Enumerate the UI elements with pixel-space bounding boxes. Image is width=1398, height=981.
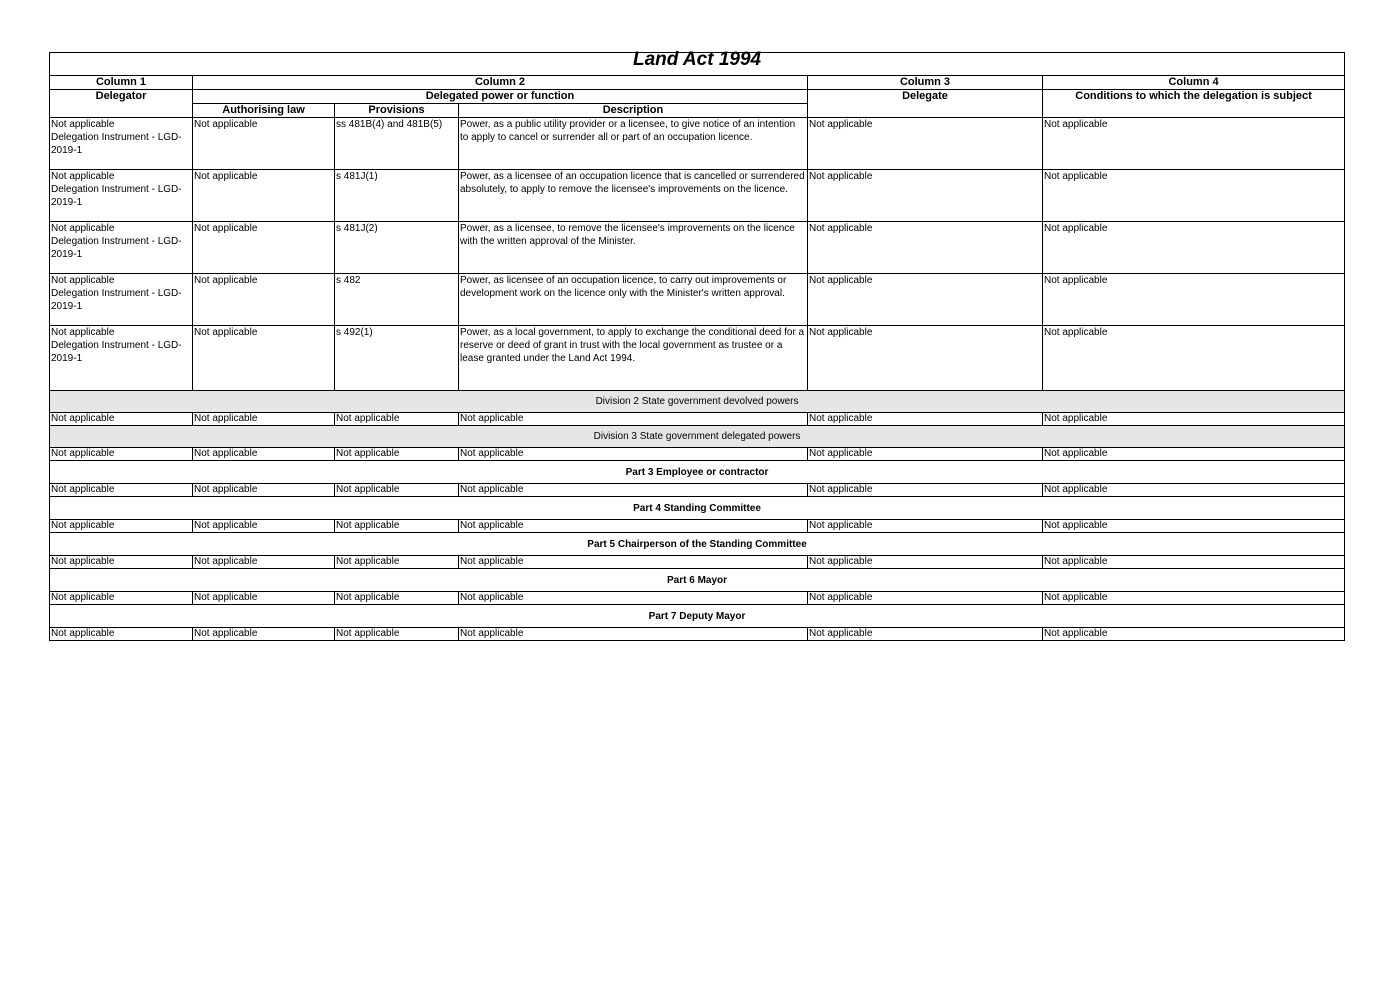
table-row — [50, 556, 1345, 569]
delegate-cell: Not applicable — [808, 170, 1043, 222]
delegator-cell: Not applicable — [50, 592, 193, 605]
authorising-law-cell: Not applicable — [193, 484, 335, 497]
header-description: Description — [459, 104, 808, 118]
description-cell: Power, as a public utility provider or a licensee, to give notice of an intention to apply to cancel or surrender all or part of an occupation licence. — [459, 118, 808, 170]
header-conditions: Conditions to which the delegation is subject — [1043, 90, 1345, 118]
header-delegate: Delegate — [808, 90, 1043, 118]
authorising-law-cell: Not applicable — [193, 592, 335, 605]
header-column-3: Column 3 — [808, 76, 1043, 90]
section-heading: Part 6 Mayor — [50, 569, 1345, 592]
delegation-instrument: Delegation Instrument - LGD-2019-1 — [51, 184, 182, 208]
provisions-cell: ss 481B(4) and 481B(5) — [335, 118, 459, 170]
description-cell: Not applicable — [459, 413, 808, 426]
section-heading-row — [50, 461, 1345, 484]
provisions-cell: Not applicable — [335, 628, 459, 641]
table-row — [50, 592, 1345, 605]
header-delegator: Delegator — [50, 90, 193, 118]
header-column-1: Column 1 — [50, 76, 193, 90]
provisions-cell: Not applicable — [335, 520, 459, 533]
authorising-law-cell: Not applicable — [193, 413, 335, 426]
delegate-cell: Not applicable — [808, 484, 1043, 497]
conditions-cell: Not applicable — [1043, 484, 1345, 497]
table-row — [50, 222, 1345, 274]
table-row — [50, 274, 1345, 326]
description-cell: Not applicable — [459, 556, 808, 569]
provisions-cell: s 492(1) — [335, 326, 459, 391]
section-heading: Part 3 Employee or contractor — [50, 461, 1345, 484]
provisions-cell: s 482 — [335, 274, 459, 326]
provisions-cell: Not applicable — [335, 592, 459, 605]
description-cell: Not applicable — [459, 520, 808, 533]
delegation-instrument: Delegation Instrument - LGD-2019-1 — [51, 340, 182, 364]
delegator-line: Not applicable — [51, 119, 115, 130]
delegate-cell: Not applicable — [808, 520, 1043, 533]
delegation-instrument: Delegation Instrument - LGD-2019-1 — [51, 236, 182, 260]
table-row — [50, 448, 1345, 461]
authorising-law-cell: Not applicable — [193, 556, 335, 569]
authorising-law-cell: Not applicable — [193, 222, 335, 274]
delegator-line: Not applicable — [51, 327, 115, 338]
description-cell: Not applicable — [459, 628, 808, 641]
provisions-cell: Not applicable — [335, 413, 459, 426]
conditions-cell: Not applicable — [1043, 222, 1345, 274]
section-heading: Division 2 State government devolved powers — [50, 391, 1345, 413]
header-column-2: Column 2 — [193, 76, 808, 90]
delegator-cell: Not applicable — [50, 413, 193, 426]
section-heading: Division 3 State government delegated powers — [50, 426, 1345, 448]
delegator-cell: Not applicable — [50, 628, 193, 641]
delegator-cell — [50, 222, 193, 274]
conditions-cell: Not applicable — [1043, 170, 1345, 222]
description-cell: Power, as licensee of an occupation licence, to carry out improvements or development work on the licence only with the Minister's written approval. — [459, 274, 808, 326]
table-row — [50, 628, 1345, 641]
delegator-cell: Not applicable — [50, 484, 193, 497]
delegate-cell: Not applicable — [808, 556, 1043, 569]
delegator-line: Not applicable — [51, 171, 115, 182]
conditions-cell: Not applicable — [1043, 556, 1345, 569]
delegator-cell — [50, 326, 193, 391]
provisions-cell: s 481J(1) — [335, 170, 459, 222]
conditions-cell: Not applicable — [1043, 448, 1345, 461]
section-heading-row — [50, 497, 1345, 520]
description-cell: Power, as a local government, to apply to exchange the conditional deed for a reserve or deed of grant in trust with the local government as trustee or a lease granted under the Land Act 1994. — [459, 326, 808, 391]
provisions-cell: Not applicable — [335, 448, 459, 461]
section-heading: Part 4 Standing Committee — [50, 497, 1345, 520]
delegator-cell: Not applicable — [50, 448, 193, 461]
conditions-cell: Not applicable — [1043, 628, 1345, 641]
delegator-line: Not applicable — [51, 223, 115, 234]
conditions-cell: Not applicable — [1043, 274, 1345, 326]
conditions-cell: Not applicable — [1043, 326, 1345, 391]
delegate-cell: Not applicable — [808, 118, 1043, 170]
delegate-cell: Not applicable — [808, 274, 1043, 326]
section-heading-row — [50, 569, 1345, 592]
provisions-cell: Not applicable — [335, 484, 459, 497]
header-delegated-power: Delegated power or function — [193, 90, 808, 104]
delegation-table — [49, 49, 1345, 641]
section-heading: Part 5 Chairperson of the Standing Committee — [50, 533, 1345, 556]
delegation-instrument: Delegation Instrument - LGD-2019-1 — [51, 132, 182, 156]
table-row — [50, 118, 1345, 170]
header-authorising-law: Authorising law — [193, 104, 335, 118]
authorising-law-cell: Not applicable — [193, 170, 335, 222]
delegator-line: Not applicable — [51, 275, 115, 286]
authorising-law-cell: Not applicable — [193, 326, 335, 391]
description-cell: Power, as a licensee of an occupation licence that is cancelled or surrendered absolutely, to apply to remove the licensee's improvements on the licence. — [459, 170, 808, 222]
table-row — [50, 484, 1345, 497]
delegate-cell: Not applicable — [808, 592, 1043, 605]
section-heading: Part 7 Deputy Mayor — [50, 605, 1345, 628]
authorising-law-cell: Not applicable — [193, 448, 335, 461]
delegate-cell: Not applicable — [808, 413, 1043, 426]
table-row — [50, 520, 1345, 533]
delegator-cell — [50, 274, 193, 326]
header-column-4: Column 4 — [1043, 76, 1345, 90]
delegate-cell: Not applicable — [808, 628, 1043, 641]
delegate-cell: Not applicable — [808, 448, 1043, 461]
provisions-cell: s 481J(2) — [335, 222, 459, 274]
table-title: Land Act 1994 — [50, 53, 1345, 76]
section-heading-row — [50, 426, 1345, 448]
authorising-law-cell: Not applicable — [193, 628, 335, 641]
delegator-cell — [50, 118, 193, 170]
description-cell: Not applicable — [459, 592, 808, 605]
description-cell: Not applicable — [459, 448, 808, 461]
table-row — [50, 170, 1345, 222]
conditions-cell: Not applicable — [1043, 520, 1345, 533]
conditions-cell: Not applicable — [1043, 413, 1345, 426]
conditions-cell: Not applicable — [1043, 592, 1345, 605]
authorising-law-cell: Not applicable — [193, 274, 335, 326]
header-provisions: Provisions — [335, 104, 459, 118]
table-row — [50, 326, 1345, 391]
conditions-cell: Not applicable — [1043, 118, 1345, 170]
delegate-cell: Not applicable — [808, 326, 1043, 391]
authorising-law-cell: Not applicable — [193, 118, 335, 170]
provisions-cell: Not applicable — [335, 556, 459, 569]
delegator-cell: Not applicable — [50, 520, 193, 533]
section-heading-row — [50, 605, 1345, 628]
delegator-cell — [50, 170, 193, 222]
section-heading-row — [50, 533, 1345, 556]
description-cell: Not applicable — [459, 484, 808, 497]
section-heading-row — [50, 391, 1345, 413]
delegate-cell: Not applicable — [808, 222, 1043, 274]
description-cell: Power, as a licensee, to remove the licensee's improvements on the licence with the written approval of the Minister. — [459, 222, 808, 274]
delegator-cell: Not applicable — [50, 556, 193, 569]
table-row — [50, 413, 1345, 426]
authorising-law-cell: Not applicable — [193, 520, 335, 533]
delegation-instrument: Delegation Instrument - LGD-2019-1 — [51, 288, 182, 312]
